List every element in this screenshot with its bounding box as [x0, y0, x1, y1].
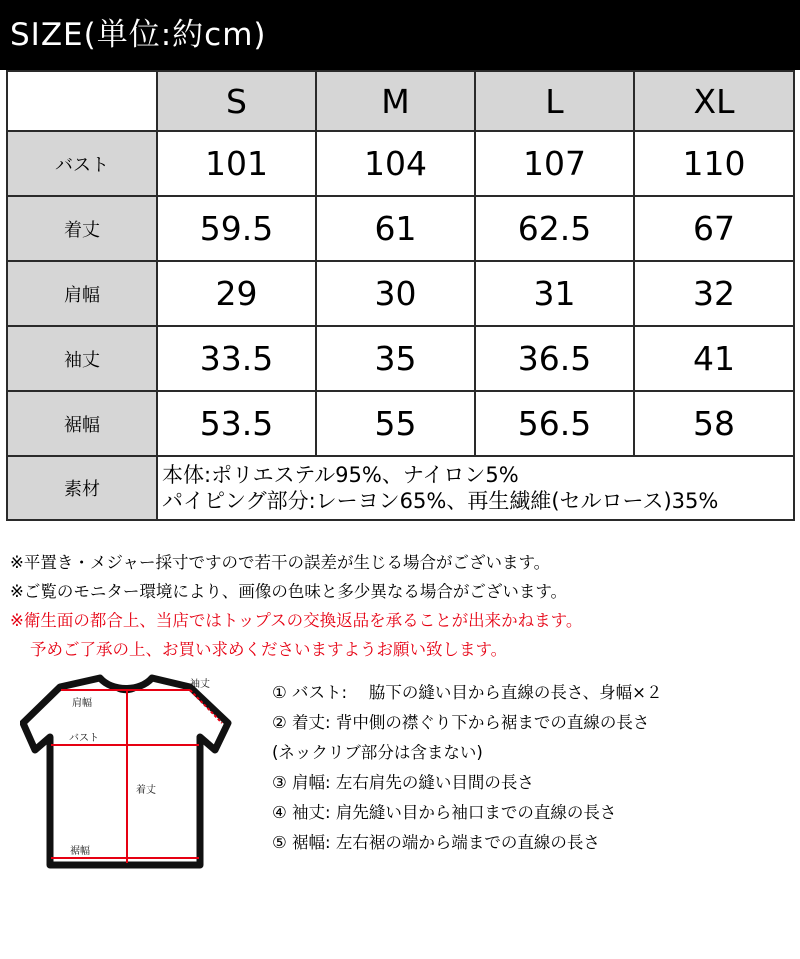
table-cell: 101 — [157, 131, 316, 196]
table-cell: 29 — [157, 261, 316, 326]
note-measurement: ※平置き・メジャー採寸ですので若干の誤差が生じる場合がございます。 — [10, 553, 551, 572]
table-cell: 67 — [634, 196, 794, 261]
table-row-bust — [7, 131, 794, 196]
diagram-label-length: 着丈 — [136, 785, 156, 796]
row-label: 素材 — [7, 456, 157, 520]
table-cell: 62.5 — [475, 196, 634, 261]
table-cell: 110 — [634, 131, 794, 196]
page-title: SIZE(単位:約cm) — [0, 0, 800, 70]
table-cell: 53.5 — [157, 391, 316, 456]
definition-shoulder: ③ 肩幅: 左右肩先の縫い目間の長さ — [272, 773, 534, 792]
table-cell: 61 — [316, 196, 475, 261]
table-cell: 41 — [634, 326, 794, 391]
table-cell: 30 — [316, 261, 475, 326]
definition-hem: ⑤ 裾幅: 左右裾の端から端までの直線の長さ — [272, 833, 600, 852]
size-table — [6, 70, 795, 521]
row-label: バスト — [7, 131, 157, 196]
table-cell: 58 — [634, 391, 794, 456]
row-label: 着丈 — [7, 196, 157, 261]
header-corner-cell — [7, 71, 157, 131]
diagram-label-shoulder: 肩幅 — [72, 698, 92, 709]
diagram-label-sleeve: 袖丈 — [190, 679, 210, 690]
note-monitor: ※ご覧のモニター環境により、画像の色味と多少異なる場合がございます。 — [10, 582, 568, 601]
table-row-shoulder — [7, 261, 794, 326]
definition-bust: ① バスト: 脇下の縫い目から直線の長さ、身幅×２ — [272, 683, 663, 702]
tshirt-outline-icon — [23, 678, 228, 865]
row-label: 肩幅 — [7, 261, 157, 326]
tshirt-measurement-diagram — [20, 665, 235, 875]
table-cell: 31 — [475, 261, 634, 326]
table-cell: 59.5 — [157, 196, 316, 261]
size-header-m: M — [316, 71, 475, 131]
diagram-label-hem: 裾幅 — [70, 846, 90, 857]
row-label: 袖丈 — [7, 326, 157, 391]
notes-block — [10, 548, 582, 664]
table-cell: 35 — [316, 326, 475, 391]
definition-length: ② 着丈: 背中側の襟ぐり下から裾までの直線の長さ — [272, 713, 650, 732]
material-line-piping: パイピング部分:レーヨン65%、再生繊維(セルロース)35% — [162, 489, 719, 513]
material-cell — [157, 456, 794, 520]
diagram-label-bust: バスト — [69, 733, 99, 744]
size-header-xl: XL — [634, 71, 794, 131]
table-cell: 55 — [316, 391, 475, 456]
note-no-returns: ※衛生面の都合上、当店ではトップスの交換返品を承ることが出来かねます。 — [10, 611, 583, 630]
measurement-definitions — [272, 678, 663, 858]
table-row-sleeve — [7, 326, 794, 391]
table-cell: 33.5 — [157, 326, 316, 391]
table-cell: 32 — [634, 261, 794, 326]
row-label: 裾幅 — [7, 391, 157, 456]
size-header-row — [7, 71, 794, 131]
material-line-body: 本体:ポリエステル95%、ナイロン5% — [162, 463, 519, 487]
table-cell: 104 — [316, 131, 475, 196]
table-cell: 107 — [475, 131, 634, 196]
note-acknowledge: 予めご了承の上、お買い求めくださいますようお願い致します。 — [30, 640, 508, 659]
table-row-material — [7, 456, 794, 520]
table-cell: 56.5 — [475, 391, 634, 456]
table-cell: 36.5 — [475, 326, 634, 391]
table-row-length — [7, 196, 794, 261]
definition-length-note: (ネックリブ部分は含まない) — [272, 743, 483, 762]
size-header-s: S — [157, 71, 316, 131]
definition-sleeve: ④ 袖丈: 肩先縫い目から袖口までの直線の長さ — [272, 803, 617, 822]
table-row-hem — [7, 391, 794, 456]
size-header-l: L — [475, 71, 634, 131]
